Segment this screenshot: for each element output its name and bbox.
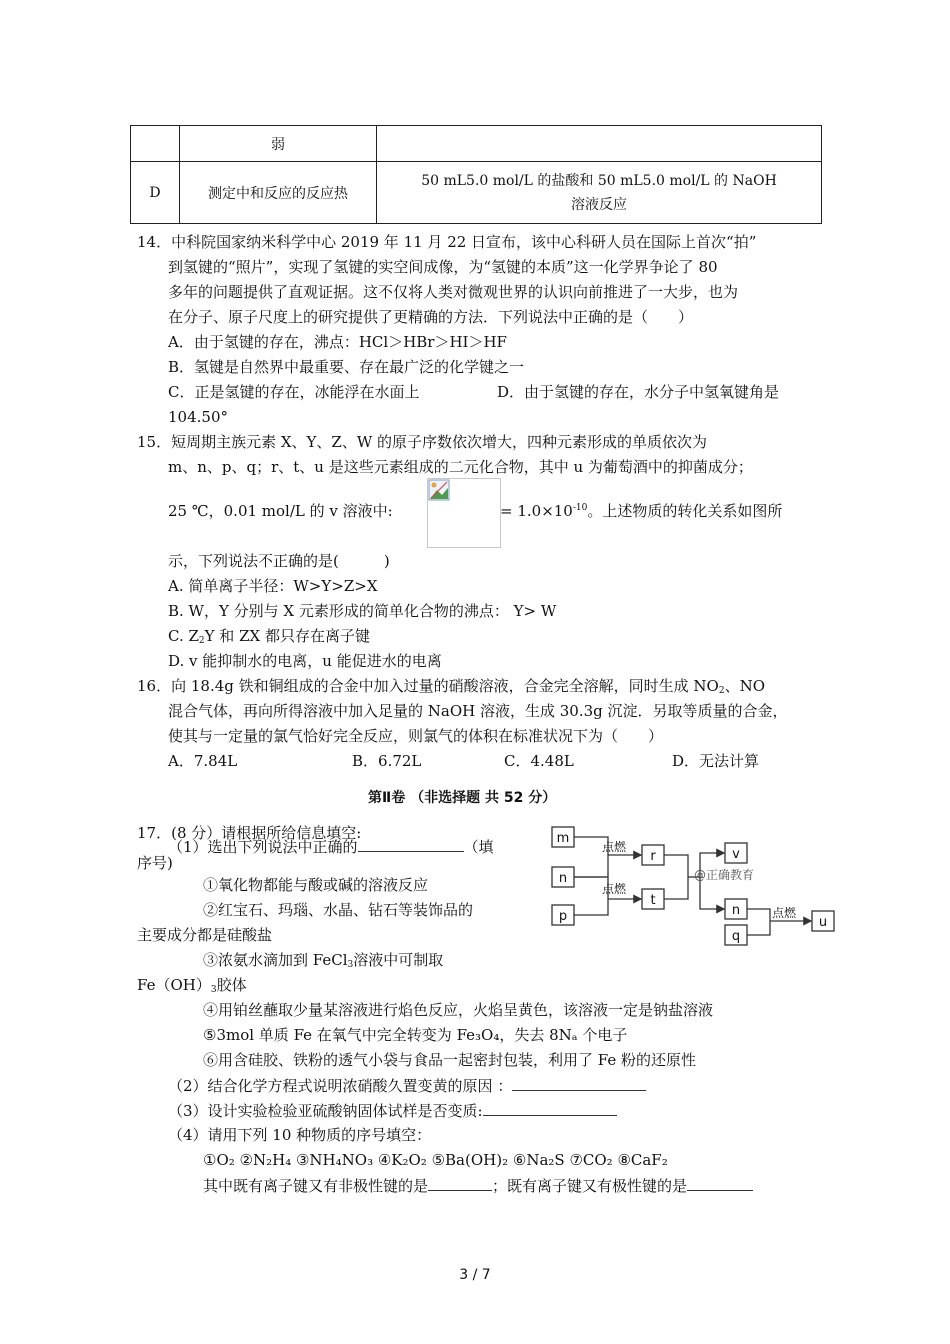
q15-line3a: 25 ℃，0.01 mol/L 的 v 溶液中: xyxy=(168,502,393,520)
q17-head: 17．(8 分）请根据所给信息填空: xyxy=(137,824,362,842)
q17-statement-3-cont xyxy=(137,974,247,996)
q17-part3 xyxy=(168,1099,617,1122)
q16-l1-sub: 2 xyxy=(718,686,725,696)
q14-option-c: C．正是氢键的存在，冰能浮在水面上 xyxy=(168,383,420,401)
q17-last-b: ；既有离子键又有极性键的是 xyxy=(492,1177,688,1195)
label-t: t xyxy=(650,893,656,908)
q16-line1 xyxy=(137,675,765,697)
q14-option-d-cont: 104.50° xyxy=(168,408,228,426)
q17-last-line xyxy=(203,1174,753,1197)
q17-part1-cont: 序号) xyxy=(137,854,173,872)
table-cell xyxy=(377,126,822,162)
q17-p1-pre: （1）选出下列说法中正确的 xyxy=(168,838,358,856)
q17-statement-6: ⑥用含硅胶、铁粉的透气小袋与食品一起密封包装，利用了 Fe 粉的还原性 xyxy=(203,1051,697,1069)
table-cell xyxy=(377,162,822,224)
answer-blank[interactable] xyxy=(687,1174,753,1191)
q17-p1-post: （填 xyxy=(463,838,494,856)
table-cell: 测定中和反应的反应热 xyxy=(180,162,377,224)
page-number: 3 / 7 xyxy=(459,1267,491,1283)
q15-option-a: A. 简单离子半径：W>Y>Z>X xyxy=(168,577,378,595)
label-fire-2: 点燃 xyxy=(601,882,627,896)
q16-option-b: B．6.72L xyxy=(352,752,422,770)
q17-statement-1: ①氧化物都能与酸或碱的溶液反应 xyxy=(203,876,429,894)
q14-option-d: D．由于氢键的存在，水分子中氢氧键角是 xyxy=(497,383,780,401)
q14-line3: 多年的问题提供了直观证据。这不仅将人类对微观世界的认识向前推进了一大步，也为 xyxy=(168,283,739,301)
table-cell-line: 50 mL5.0 mol/L 的盐酸和 50 mL5.0 mol/L 的 NaOH xyxy=(421,172,777,189)
q17-substances: ①O₂ ②N₂H₄ ③NH₄NO₃ ④K₂O₂ ⑤Ba(OH)₂ ⑥Na₂S ⑦CO₂ ⑧CaF₂ xyxy=(203,1151,668,1169)
q14-option-a: A．由于氢键的存在，沸点：HCl＞HBr＞HI＞HF xyxy=(168,333,507,351)
label-q: q xyxy=(731,929,741,944)
q14-line2: 到氢键的“照片”，实现了氢键的实空间成像，为“氢键的本质”这一化学界争论了 80 xyxy=(168,258,718,276)
q16-line2: 混合气体，再向所得溶液中加入足量的 NaOH 溶液，生成 30.3g 沉淀．另取等质量的合金， xyxy=(168,702,788,720)
q17-statement-2: ②红宝石、玛瑙、水晶、钻石等装饰品的 xyxy=(203,901,474,919)
table-cell: 弱 xyxy=(180,126,377,162)
q14-line4: 在分子、原子尺度上的研究提供了更精确的方法．下列说法中正确的是（ ） xyxy=(168,308,694,326)
experiment-table xyxy=(130,125,822,224)
label-n: n xyxy=(558,871,568,886)
q17-last-a: 其中既有离子键又有非极性键的是 xyxy=(203,1177,429,1195)
q16-option-c: C．4.48L xyxy=(504,752,574,770)
q15-eq-exp: -10 xyxy=(572,503,588,513)
q15-line3b xyxy=(500,500,782,522)
q15-line2: m、n、p、q；r、t、u 是这些元素组成的二元化合物，其中 u 为葡萄酒中的抑菌成分； xyxy=(168,458,753,476)
q17-statement-5: ⑤3mol 单质 Fe 在氧气中完全转变为 Fe₃O₄，失去 8Nₐ 个电子 xyxy=(203,1026,628,1044)
q16-l1-pre: 16．向 18.4g 铁和铜组成的合金中加入过量的硝酸溶液，合金完全溶解，同时生成 NO xyxy=(137,677,719,695)
q14-line1: 14．中科院国家纳米科学中心 2019 年 11 月 22 日宣布，该中心科研人员在国际上首次“拍” xyxy=(137,233,757,251)
q17-s3-pre: ③浓氨水滴加到 FeCl xyxy=(203,951,348,969)
q15-eq-pre: = 1.0×10 xyxy=(500,502,573,520)
q16-option-a: A．7.84L xyxy=(168,752,238,770)
table-cell: D xyxy=(131,162,180,224)
watermark-text: @正确教育 xyxy=(693,868,755,882)
q17-part2 xyxy=(168,1074,646,1097)
answer-blank[interactable] xyxy=(358,835,464,852)
label-r: r xyxy=(650,849,656,864)
q17-statement-2-cont: 主要成分都是硅酸盐 xyxy=(137,926,273,944)
label-p: p xyxy=(558,909,568,924)
q17-statement-4: ④用铂丝蘸取少量某溶液进行焰色反应，火焰呈黄色，该溶液一定是钠盐溶液 xyxy=(203,1001,714,1019)
q16-line3: 使其与一定量的氯气恰好完全反应，则氯气的体积在标准状况下为（ ） xyxy=(168,727,664,745)
table-cell-line: 溶液反应 xyxy=(571,196,627,213)
label-fire-3: 点燃 xyxy=(771,906,797,920)
q15-option-c xyxy=(168,625,370,647)
label-v: v xyxy=(732,847,740,862)
q17-p2-text: （2）结合化学方程式说明浓硝酸久置变黄的原因 ： xyxy=(168,1077,513,1095)
q16-option-d: D．无法计算 xyxy=(672,752,760,770)
q17-s3b-sub: 3 xyxy=(210,985,217,995)
table-row xyxy=(131,162,822,224)
table-cell xyxy=(131,126,180,162)
answer-blank[interactable] xyxy=(512,1074,646,1091)
broken-image-icon xyxy=(428,479,450,501)
q15-c-pre: C. Z xyxy=(168,627,199,645)
label-fire-1: 点燃 xyxy=(601,840,627,854)
q15-eq-post: 。上述物质的转化关系如图所 xyxy=(587,502,783,520)
q16-l1-post: 、NO xyxy=(724,677,765,695)
q15-line1: 15．短周期主族元素 X、Y、Z、W 的原子序数依次增大，四种元素形成的单质依次为 xyxy=(137,433,708,451)
q14-option-b: B．氢键是自然界中最重要、存在最广泛的化学键之一 xyxy=(168,358,525,376)
q17-s3-sub: 3 xyxy=(347,960,354,970)
q17-s3b-post: 胶体 xyxy=(216,976,247,994)
answer-blank[interactable] xyxy=(428,1174,492,1191)
q17-s3b-pre: Fe（OH） xyxy=(137,976,211,994)
answer-blank[interactable] xyxy=(483,1099,617,1116)
q15-line4: 示，下列说法不正确的是( ) xyxy=(168,552,390,570)
q15-option-d: D. v 能抑制水的电离，u 能促进水的电离 xyxy=(168,652,442,670)
label-m: m xyxy=(556,831,570,846)
q15-c-sub: 2 xyxy=(198,636,205,646)
q17-part4: （4）请用下列 10 种物质的序号填空： xyxy=(168,1126,432,1144)
q15-option-b: B. W，Y 分别与 X 元素形成的简单化合物的沸点： Y> W xyxy=(168,602,557,620)
formula-image xyxy=(427,478,501,548)
q17-p3-text: （3）设计实验检验亚硫酸钠固体试样是否变质: xyxy=(168,1102,483,1120)
label-n2: n xyxy=(731,903,741,918)
q17-statement-3 xyxy=(203,949,443,971)
label-u: u xyxy=(818,915,828,930)
q17-s3-post: 溶液中可制取 xyxy=(353,951,444,969)
q17-part1 xyxy=(168,835,494,858)
conversion-diagram xyxy=(548,823,840,951)
q15-c-post: Y 和 ZX 都只存在离子键 xyxy=(204,627,370,645)
table-row xyxy=(131,126,822,162)
section-title: 第Ⅱ卷 （非选择题 共 52 分） xyxy=(368,790,557,806)
